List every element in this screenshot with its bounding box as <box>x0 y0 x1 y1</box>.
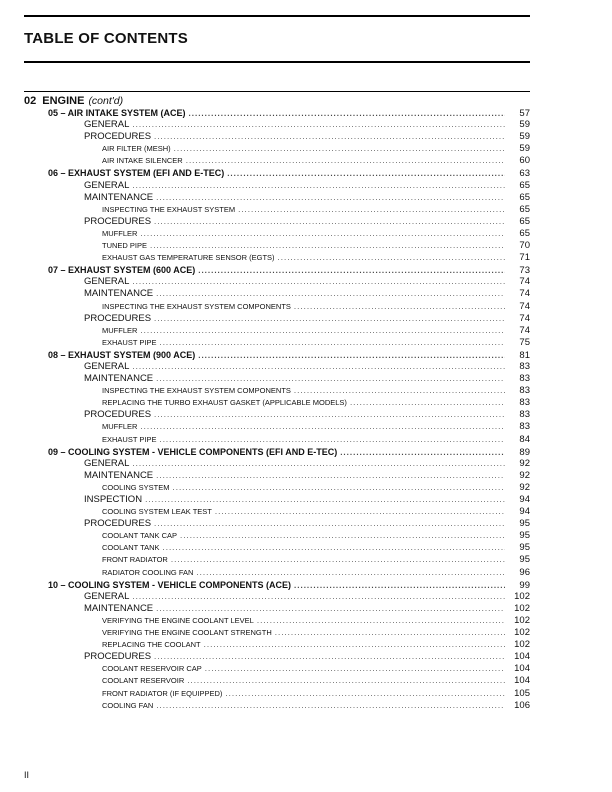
toc-topic-entry[interactable] <box>0 554 530 566</box>
dot-leader <box>227 168 505 179</box>
dot-leader <box>198 265 505 276</box>
toc-entry-label: PROCEDURES <box>84 651 152 663</box>
dot-leader <box>154 518 505 530</box>
toc-entry-label: EXHAUST PIPE <box>102 434 157 444</box>
toc-entry-label: VERIFYING THE ENGINE COOLANT STRENGTH <box>102 628 272 638</box>
toc-entry-label: EXHAUST PIPE <box>102 337 157 347</box>
dot-leader <box>156 373 505 385</box>
toc-topic-entry[interactable] <box>0 204 530 216</box>
dot-leader <box>156 700 505 712</box>
dot-leader <box>189 108 505 119</box>
title-rule <box>24 61 530 63</box>
dot-leader <box>154 131 505 143</box>
toc-entry-label: 07 – EXHAUST SYSTEM (600 ACE) <box>48 265 196 276</box>
toc-subsection-entry[interactable] <box>0 361 530 373</box>
dot-leader <box>350 397 505 409</box>
toc-topic-entry[interactable] <box>0 385 530 397</box>
toc-topic-entry[interactable] <box>0 639 530 651</box>
dot-leader <box>154 409 505 421</box>
dot-leader <box>140 228 505 240</box>
dot-leader <box>173 482 505 494</box>
toc-subsection-entry[interactable] <box>0 651 530 663</box>
toc-section-entry[interactable] <box>0 349 530 361</box>
dot-leader <box>140 325 505 337</box>
toc-subsection-entry[interactable] <box>0 409 530 421</box>
toc-entry-label: MAINTENANCE <box>84 373 154 385</box>
toc-subsection-entry[interactable] <box>0 216 530 228</box>
toc-entry-label: INSPECTING THE EXHAUST SYSTEM COMPONENTS <box>102 386 291 396</box>
toc-topic-entry[interactable] <box>0 615 530 627</box>
toc-topic-entry[interactable] <box>0 542 530 554</box>
toc-entry-page: 60 <box>519 155 530 167</box>
toc-subsection-entry[interactable] <box>0 119 530 131</box>
toc-entry-label: INSPECTING THE EXHAUST SYSTEM COMPONENTS <box>102 301 291 311</box>
toc-entry-label: 10 – COOLING SYSTEM - VEHICLE COMPONENTS (ACE) <box>48 579 292 590</box>
toc-section-entry[interactable] <box>0 579 530 591</box>
toc-subsection-entry[interactable] <box>0 591 530 603</box>
dot-leader <box>187 675 505 687</box>
toc-entry-label: FRONT RADIATOR <box>102 555 168 565</box>
toc-entry-page: 83 <box>519 421 530 433</box>
toc-topic-entry[interactable] <box>0 482 530 494</box>
toc-entry-page: 104 <box>514 663 530 675</box>
dot-leader <box>198 350 505 361</box>
toc-subsection-entry[interactable] <box>0 458 530 470</box>
toc-subsection-entry[interactable] <box>0 603 530 615</box>
toc-topic-entry[interactable] <box>0 143 530 155</box>
toc-entry-label: MUFFLER <box>102 325 138 335</box>
dot-leader <box>150 240 505 252</box>
dot-leader <box>171 554 505 566</box>
toc-subsection-entry[interactable] <box>0 276 530 288</box>
chapter-heading <box>24 94 530 108</box>
toc-topic-entry[interactable] <box>0 675 530 687</box>
dot-leader <box>186 155 505 167</box>
toc-entry-label: MAINTENANCE <box>84 288 154 300</box>
toc-entry-page: 70 <box>519 240 530 252</box>
toc-entry-label: REPLACING THE TURBO EXHAUST GASKET (APPLICABLE MODELS) <box>102 398 347 408</box>
toc-entry-label: PROCEDURES <box>84 518 152 530</box>
toc-entry-page: 102 <box>514 627 530 639</box>
toc-topic-entry[interactable] <box>0 301 530 313</box>
toc-entry-label: PROCEDURES <box>84 215 152 227</box>
toc-topic-entry[interactable] <box>0 252 530 264</box>
toc-entry-page: 73 <box>519 265 530 277</box>
toc-entry-page: 94 <box>519 506 530 518</box>
toc-entry-label: EXHAUST GAS TEMPERATURE SENSOR (EGTS) <box>102 253 275 263</box>
dot-leader <box>180 530 505 542</box>
toc-topic-entry[interactable] <box>0 700 530 712</box>
toc-entry-page: 81 <box>519 349 530 361</box>
toc-entry-page: 104 <box>514 651 530 663</box>
toc-entry-label: MAINTENANCE <box>84 191 154 203</box>
dot-leader <box>156 603 505 615</box>
toc-topic-entry[interactable] <box>0 337 530 349</box>
toc-entry-label: PROCEDURES <box>84 312 152 324</box>
dot-leader <box>154 313 505 325</box>
toc-entry-page: 74 <box>519 324 530 336</box>
dot-leader <box>215 506 505 518</box>
toc-entry-label: 08 – EXHAUST SYSTEM (900 ACE) <box>48 349 196 360</box>
toc-entry-page: 83 <box>519 373 530 385</box>
toc-entry-page: 59 <box>519 143 530 155</box>
toc-entry-label: COOLANT RESERVOIR <box>102 676 185 686</box>
toc-entry-page: 74 <box>519 288 530 300</box>
dot-leader <box>145 494 505 506</box>
page-footer-number: II <box>24 770 30 780</box>
dot-leader <box>132 458 505 470</box>
toc-entry-label: COOLANT TANK <box>102 543 160 553</box>
toc-entry-page: 99 <box>519 579 530 591</box>
dot-leader <box>132 361 505 373</box>
toc-entry-page: 94 <box>519 494 530 505</box>
toc-topic-entry[interactable] <box>0 627 530 639</box>
toc-entry-page: 105 <box>514 687 530 699</box>
toc-subsection-entry[interactable] <box>0 288 530 300</box>
toc-topic-entry[interactable] <box>0 228 530 240</box>
dot-leader <box>196 567 505 579</box>
toc-entry-page: 83 <box>519 360 530 372</box>
dot-leader <box>294 385 505 397</box>
toc-entry-page: 59 <box>519 131 530 143</box>
toc-entry-label: FRONT RADIATOR (IF EQUIPPED) <box>102 688 223 698</box>
toc-section-entry[interactable] <box>0 107 530 119</box>
toc-subsection-entry[interactable] <box>0 192 530 204</box>
dot-leader <box>159 337 505 349</box>
toc-entry-label: REPLACING THE COOLANT <box>102 640 201 650</box>
toc-entry-label: MAINTENANCE <box>84 469 154 481</box>
toc-entry-page: 83 <box>519 409 530 421</box>
toc-entry-page: 83 <box>519 385 530 397</box>
toc-entry-label: PROCEDURES <box>84 409 152 421</box>
toc-entry-page: 92 <box>519 457 530 469</box>
top-rule <box>24 15 530 17</box>
toc-entry-label: VERIFYING THE ENGINE COOLANT LEVEL <box>102 615 254 625</box>
dot-leader <box>154 651 505 663</box>
toc-subsection-entry[interactable] <box>0 518 530 530</box>
dot-leader <box>275 627 505 639</box>
toc-topic-entry[interactable] <box>0 506 530 518</box>
toc-entry-page: 65 <box>519 179 530 191</box>
toc-topic-entry[interactable] <box>0 530 530 542</box>
toc-section-entry[interactable] <box>0 264 530 276</box>
toc-subsection-entry[interactable] <box>0 470 530 482</box>
toc-entry-label: COOLING FAN <box>102 700 154 710</box>
dot-leader <box>159 434 505 446</box>
toc-topic-entry[interactable] <box>0 155 530 167</box>
toc-entry-label: COOLANT TANK CAP <box>102 531 178 541</box>
toc-subsection-entry[interactable] <box>0 180 530 192</box>
toc-entry-page: 92 <box>519 469 530 481</box>
dot-leader <box>132 180 505 192</box>
toc-entry-page: 71 <box>519 252 530 264</box>
toc-section-entry[interactable] <box>0 446 530 458</box>
chapter-name: ENGINE <box>42 95 85 107</box>
toc-entry-label: TUNED PIPE <box>102 241 148 251</box>
toc-entry-page: 96 <box>519 566 530 578</box>
dot-leader <box>257 615 505 627</box>
toc-entry-label: AIR INTAKE SILENCER <box>102 156 183 166</box>
toc-entry-label: COOLING SYSTEM <box>102 482 170 492</box>
toc-entry-label: INSPECTION <box>84 494 143 505</box>
toc-entry-label: 09 – COOLING SYSTEM - VEHICLE COMPONENTS (EFI AND E-TEC) <box>48 446 338 457</box>
toc-entry-label: GENERAL <box>84 119 130 131</box>
toc-entry-page: 65 <box>519 203 530 215</box>
dot-leader <box>156 470 505 482</box>
toc-entry-label: COOLING SYSTEM LEAK TEST <box>102 507 212 517</box>
dot-leader <box>205 663 505 675</box>
toc-entry-page: 106 <box>514 699 530 711</box>
toc-list <box>0 107 612 712</box>
toc-entry-page: 84 <box>519 433 530 445</box>
toc-topic-entry[interactable] <box>0 421 530 433</box>
toc-entry-page: 63 <box>519 168 530 180</box>
toc-topic-entry[interactable] <box>0 397 530 409</box>
toc-subsection-entry[interactable] <box>0 373 530 385</box>
toc-entry-label: 05 – AIR INTAKE SYSTEM (ACE) <box>48 108 186 118</box>
toc-entry-page: 57 <box>519 108 530 119</box>
dot-leader <box>154 216 505 228</box>
dot-leader <box>156 192 505 204</box>
toc-topic-entry[interactable] <box>0 688 530 700</box>
dot-leader <box>132 276 505 288</box>
dot-leader <box>132 591 505 603</box>
toc-entry-page: 74 <box>519 276 530 288</box>
toc-topic-entry[interactable] <box>0 567 530 579</box>
toc-entry-page: 95 <box>519 530 530 542</box>
chapter-continued: (cont'd) <box>88 95 124 107</box>
chapter-number: 02 <box>24 95 37 107</box>
chapter-rule <box>24 91 530 92</box>
toc-subsection-entry[interactable] <box>0 131 530 143</box>
toc-topic-entry[interactable] <box>0 240 530 252</box>
dot-leader <box>163 542 505 554</box>
toc-entry-label: MUFFLER <box>102 228 138 238</box>
toc-entry-page: 74 <box>519 300 530 312</box>
toc-entry-page: 65 <box>519 191 530 203</box>
toc-topic-entry[interactable] <box>0 663 530 675</box>
toc-entry-page: 89 <box>519 446 530 458</box>
toc-entry-label: INSPECTING THE EXHAUST SYSTEM <box>102 204 236 214</box>
toc-entry-page: 102 <box>514 639 530 651</box>
toc-entry-page: 95 <box>519 554 530 566</box>
dot-leader <box>225 688 505 700</box>
toc-entry-label: GENERAL <box>84 360 130 372</box>
toc-entry-page: 104 <box>514 675 530 687</box>
dot-leader <box>340 447 505 458</box>
toc-entry-page: 75 <box>519 336 530 348</box>
dot-leader <box>238 204 505 216</box>
dot-leader <box>294 301 505 313</box>
toc-entry-page: 65 <box>519 215 530 227</box>
toc-entry-page: 83 <box>519 397 530 409</box>
toc-subsection-entry[interactable] <box>0 494 530 506</box>
toc-entry-label: GENERAL <box>84 590 130 602</box>
toc-entry-label: GENERAL <box>84 179 130 191</box>
toc-entry-label: MAINTENANCE <box>84 602 154 614</box>
dot-leader <box>278 252 505 264</box>
toc-entry-label: AIR FILTER (MESH) <box>102 144 171 154</box>
toc-entry-label: GENERAL <box>84 457 130 469</box>
toc-entry-label: COOLANT RESERVOIR CAP <box>102 664 202 674</box>
toc-entry-page: 102 <box>514 602 530 614</box>
toc-entry-page: 59 <box>519 119 530 131</box>
toc-section-entry[interactable] <box>0 167 530 179</box>
toc-entry-page: 74 <box>519 312 530 324</box>
dot-leader <box>132 119 505 131</box>
toc-topic-entry[interactable] <box>0 325 530 337</box>
toc-entry-label: GENERAL <box>84 276 130 288</box>
toc-entry-label: 06 – EXHAUST SYSTEM (EFI AND E-TEC) <box>48 168 225 179</box>
dot-leader <box>174 143 505 155</box>
toc-entry-label: MUFFLER <box>102 422 138 432</box>
toc-entry-page: 65 <box>519 227 530 239</box>
dot-leader <box>156 288 505 300</box>
toc-entry-page: 102 <box>514 614 530 626</box>
toc-topic-entry[interactable] <box>0 434 530 446</box>
page-title: TABLE OF CONTENTS <box>24 30 188 47</box>
toc-entry-page: 95 <box>519 542 530 554</box>
toc-subsection-entry[interactable] <box>0 313 530 325</box>
toc-entry-label: RADIATOR COOLING FAN <box>102 567 194 577</box>
toc-entry-label: PROCEDURES <box>84 131 152 143</box>
dot-leader <box>140 421 505 433</box>
toc-entry-page: 102 <box>514 590 530 602</box>
toc-entry-page: 92 <box>519 481 530 493</box>
dot-leader <box>294 580 505 591</box>
toc-entry-page: 95 <box>519 518 530 530</box>
dot-leader <box>204 639 505 651</box>
